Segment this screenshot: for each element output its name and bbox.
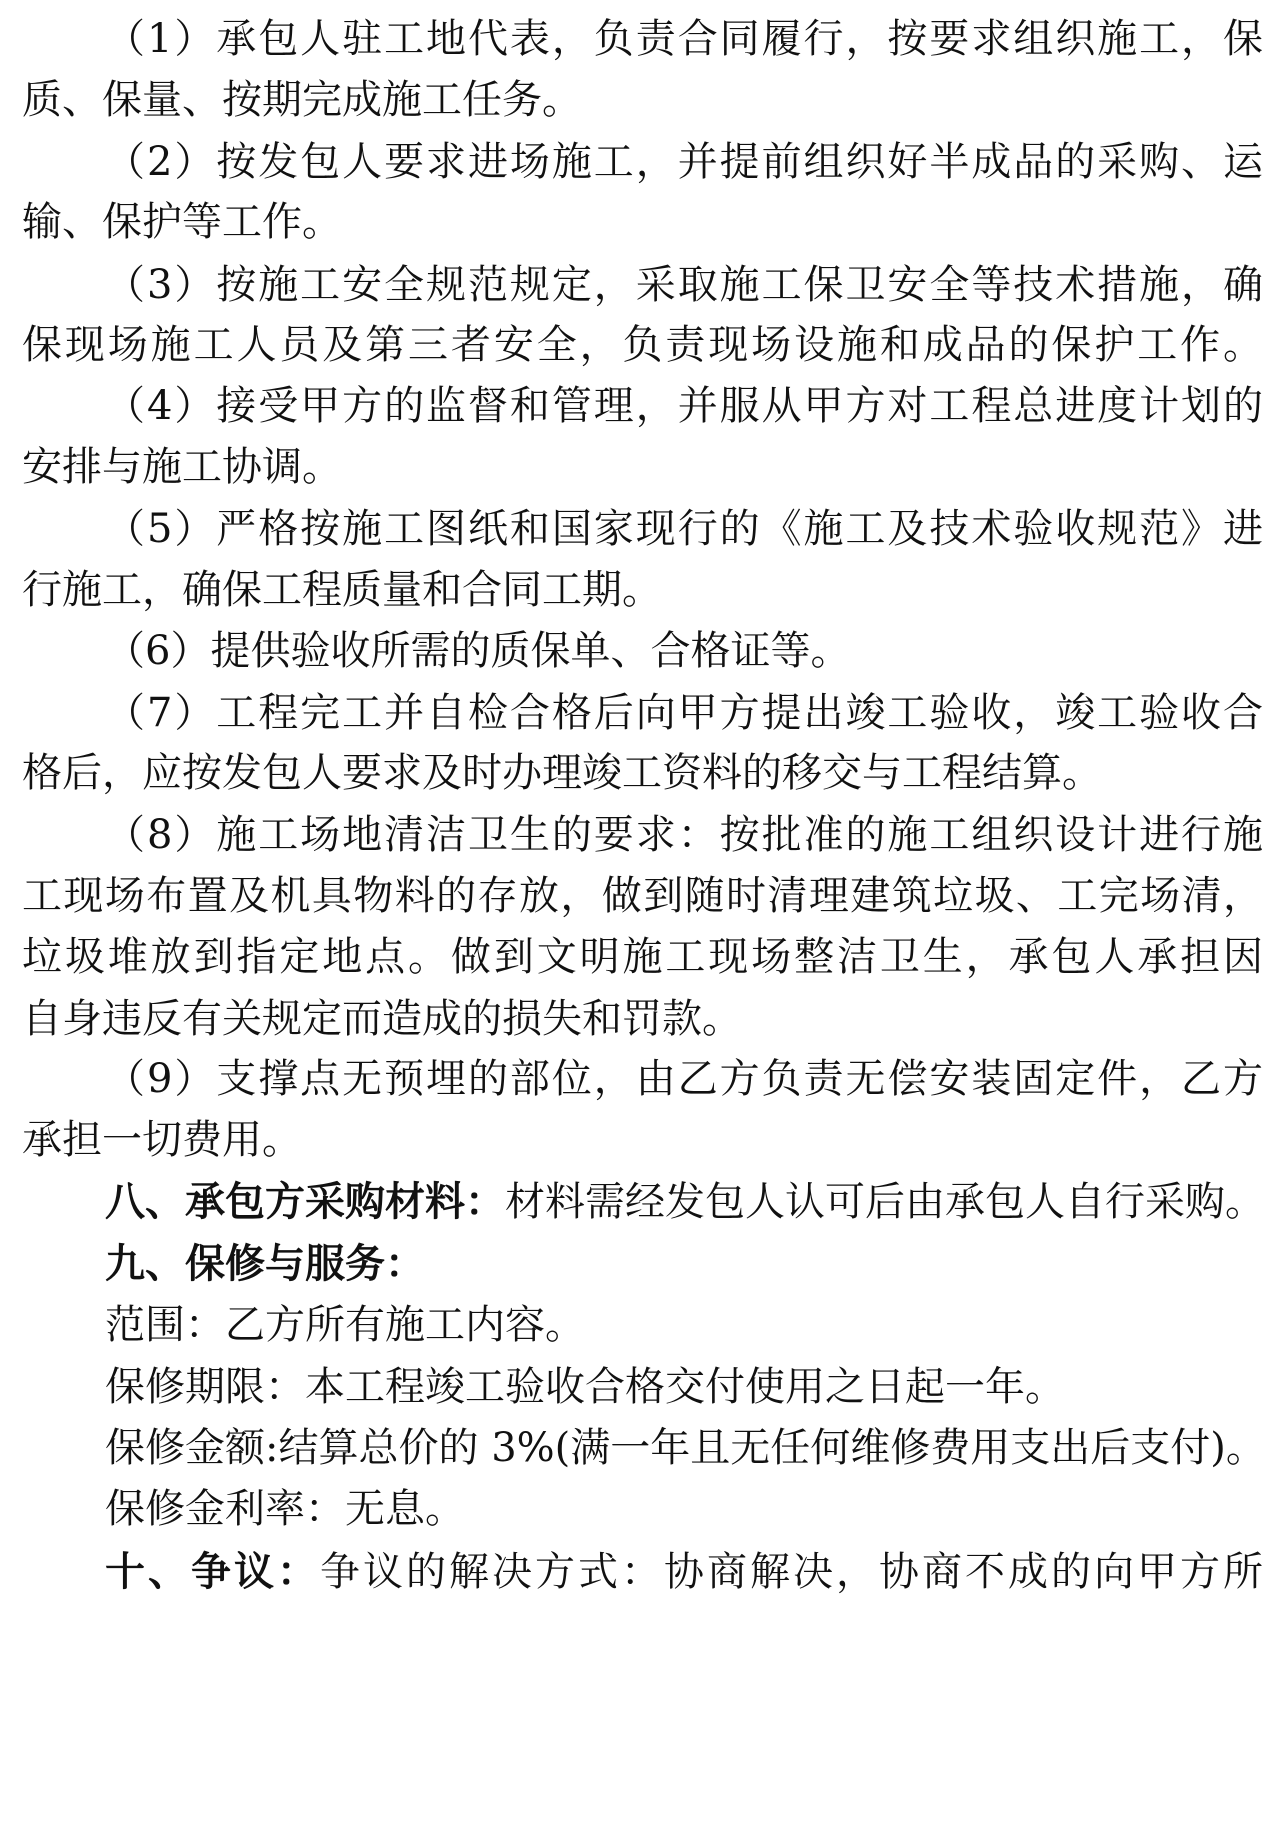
section-heading: 十、争议： <box>105 1548 320 1595</box>
line-text: 行施工，确保工程质量和合同工期。 <box>22 567 662 613</box>
line-text: 保修金额:结算总价的 3%(满一年且无任何维修费用支出后支付)。 <box>105 1425 1266 1471</box>
line-text: （8）施工场地清洁卫生的要求：按批准的施工组织设计进行施 <box>105 812 1263 858</box>
line-text: （7）工程完工并自检合格后向甲方提出竣工验收，竣工验收合 <box>105 690 1263 736</box>
line-text: （9）支撑点无预埋的部位，由乙方负责无偿安装固定件，乙方 <box>105 1056 1263 1102</box>
text-line <box>0 1473 1285 1545</box>
section-heading: 九、保修与服务： <box>105 1240 425 1287</box>
line-text: 格后，应按发包人要求及时办理竣工资料的移交与工程结算。 <box>22 750 1102 796</box>
line-text: 安排与施工协调。 <box>22 444 342 490</box>
line-text: （2）按发包人要求进场施工，并提前组织好半成品的采购、运 <box>105 139 1263 185</box>
line-text: 保现场施工人员及第三者安全，负责现场设施和成品的保护工作。 <box>22 322 1263 368</box>
line-text: 保修金利率：无息。 <box>105 1486 465 1532</box>
line-text: （1）承包人驻工地代表，负责合同履行，按要求组织施工，保 <box>105 16 1263 62</box>
line-text: （5）严格按施工图纸和国家现行的《施工及技术验收规范》进 <box>105 506 1263 552</box>
line-text: 承担一切费用。 <box>22 1117 302 1163</box>
line-text: 材料需经发包人认可后由承包人自行采购。 <box>505 1179 1265 1225</box>
section-line <box>0 1536 1285 1608</box>
line-text: （3）按施工安全规范规定，采取施工保卫安全等技术措施，确 <box>105 262 1263 308</box>
line-text: 工现场布置及机具物料的存放，做到随时清理建筑垃圾、工完场清， <box>22 873 1263 919</box>
line-text: 自身违反有关规定而造成的损失和罚款。 <box>22 996 742 1042</box>
line-text: 争议的解决方式：协商解决，协商不成的向甲方所 <box>320 1549 1263 1595</box>
section-heading: 八、承包方采购材料： <box>105 1178 505 1225</box>
text-line <box>0 186 1285 258</box>
line-text: 保修期限：本工程竣工验收合格交付使用之日起一年。 <box>105 1364 1065 1410</box>
line-text: 输、保护等工作。 <box>22 199 342 245</box>
line-text: 垃圾堆放到指定地点。做到文明施工现场整洁卫生，承包人承担因 <box>22 934 1263 980</box>
line-text: 范围：乙方所有施工内容。 <box>105 1302 585 1348</box>
line-text: 质、保量、按期完成施工任务。 <box>22 77 582 123</box>
line-text: （4）接受甲方的监督和管理，并服从甲方对工程总进度计划的 <box>105 383 1263 429</box>
line-text: （6）提供验收所需的质保单、合格证等。 <box>105 628 851 674</box>
